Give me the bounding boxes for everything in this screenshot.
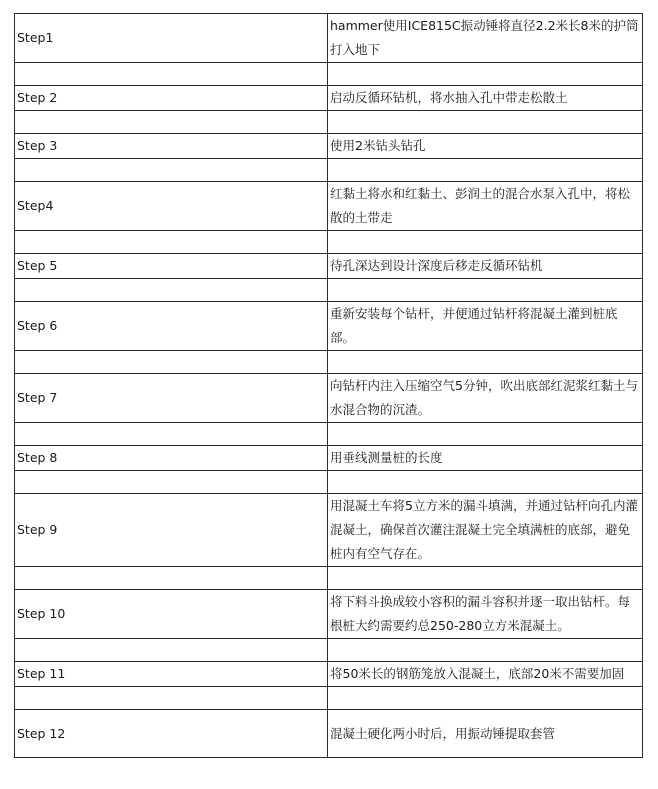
empty-cell (328, 471, 643, 494)
table-row (15, 86, 643, 111)
empty-cell (328, 111, 643, 134)
empty-cell (328, 63, 643, 86)
step-description: hammer使用ICE815C振动锤将直径2.2米长8米的护筒打入地下 (328, 14, 643, 63)
step-description: 用垂线测量桩的长度 (328, 446, 643, 471)
table-row (15, 494, 643, 567)
empty-cell (15, 159, 328, 182)
spacer-row (15, 423, 643, 446)
spacer-row (15, 231, 643, 254)
empty-cell (328, 351, 643, 374)
table-row (15, 662, 643, 687)
empty-cell (15, 567, 328, 590)
spacer-row (15, 279, 643, 302)
step-label: Step4 (15, 182, 328, 231)
spacer-row (15, 471, 643, 494)
step-label: Step 7 (15, 374, 328, 423)
step-description: 红黏土将水和红黏土、彭润土的混合水泵入孔中，将松散的土带走 (328, 182, 643, 231)
step-label: Step1 (15, 14, 328, 63)
step-label: Step 5 (15, 254, 328, 279)
spacer-row (15, 111, 643, 134)
empty-cell (328, 231, 643, 254)
table-row (15, 302, 643, 351)
table-row (15, 14, 643, 63)
step-description: 待孔深达到设计深度后移走反循环钻机 (328, 254, 643, 279)
step-description: 将50米长的钢筋笼放入混凝土，底部20米不需要加固 (328, 662, 643, 687)
step-description: 启动反循环钻机，将水抽入孔中带走松散土 (328, 86, 643, 111)
step-label: Step 12 (15, 710, 328, 758)
step-description: 将下料斗换成较小容积的漏斗容积并逐一取出钻杆。每根桩大约需要约总250-280立方米混凝土。 (328, 590, 643, 639)
steps-table (14, 13, 643, 758)
step-label: Step 6 (15, 302, 328, 351)
spacer-row (15, 159, 643, 182)
step-label: Step 8 (15, 446, 328, 471)
step-label: Step 3 (15, 134, 328, 159)
empty-cell (15, 351, 328, 374)
table-row (15, 590, 643, 639)
table-row (15, 710, 643, 758)
empty-cell (15, 639, 328, 662)
empty-cell (15, 471, 328, 494)
empty-cell (15, 111, 328, 134)
empty-cell (328, 639, 643, 662)
step-description: 向钻杆内注入压缩空气5分钟，吹出底部红泥浆红黏土与水混合物的沉渣。 (328, 374, 643, 423)
step-description: 混凝土硬化两小时后，用振动锤提取套管 (328, 710, 643, 758)
steps-table-body (15, 14, 643, 758)
empty-cell (328, 279, 643, 302)
spacer-row (15, 63, 643, 86)
spacer-row (15, 639, 643, 662)
empty-cell (15, 279, 328, 302)
step-label: Step 11 (15, 662, 328, 687)
step-description: 用混凝土车将5立方米的漏斗填满，并通过钻杆向孔内灌混凝土，确保首次灌注混凝土完全填满桩的底部，避免桩内有空气存在。 (328, 494, 643, 567)
spacer-row (15, 351, 643, 374)
empty-cell (328, 159, 643, 182)
table-row (15, 134, 643, 159)
table-row (15, 182, 643, 231)
step-label: Step 10 (15, 590, 328, 639)
empty-cell (328, 423, 643, 446)
empty-cell (328, 687, 643, 710)
table-row (15, 254, 643, 279)
empty-cell (328, 567, 643, 590)
step-label: Step 9 (15, 494, 328, 567)
empty-cell (15, 423, 328, 446)
spacer-row (15, 567, 643, 590)
step-description: 重新安装每个钻杆，并便通过钻杆将混凝土灌到桩底部。 (328, 302, 643, 351)
empty-cell (15, 63, 328, 86)
spacer-row (15, 687, 643, 710)
empty-cell (15, 687, 328, 710)
step-label: Step 2 (15, 86, 328, 111)
empty-cell (15, 231, 328, 254)
table-row (15, 446, 643, 471)
table-row (15, 374, 643, 423)
step-description: 使用2米钻头钻孔 (328, 134, 643, 159)
